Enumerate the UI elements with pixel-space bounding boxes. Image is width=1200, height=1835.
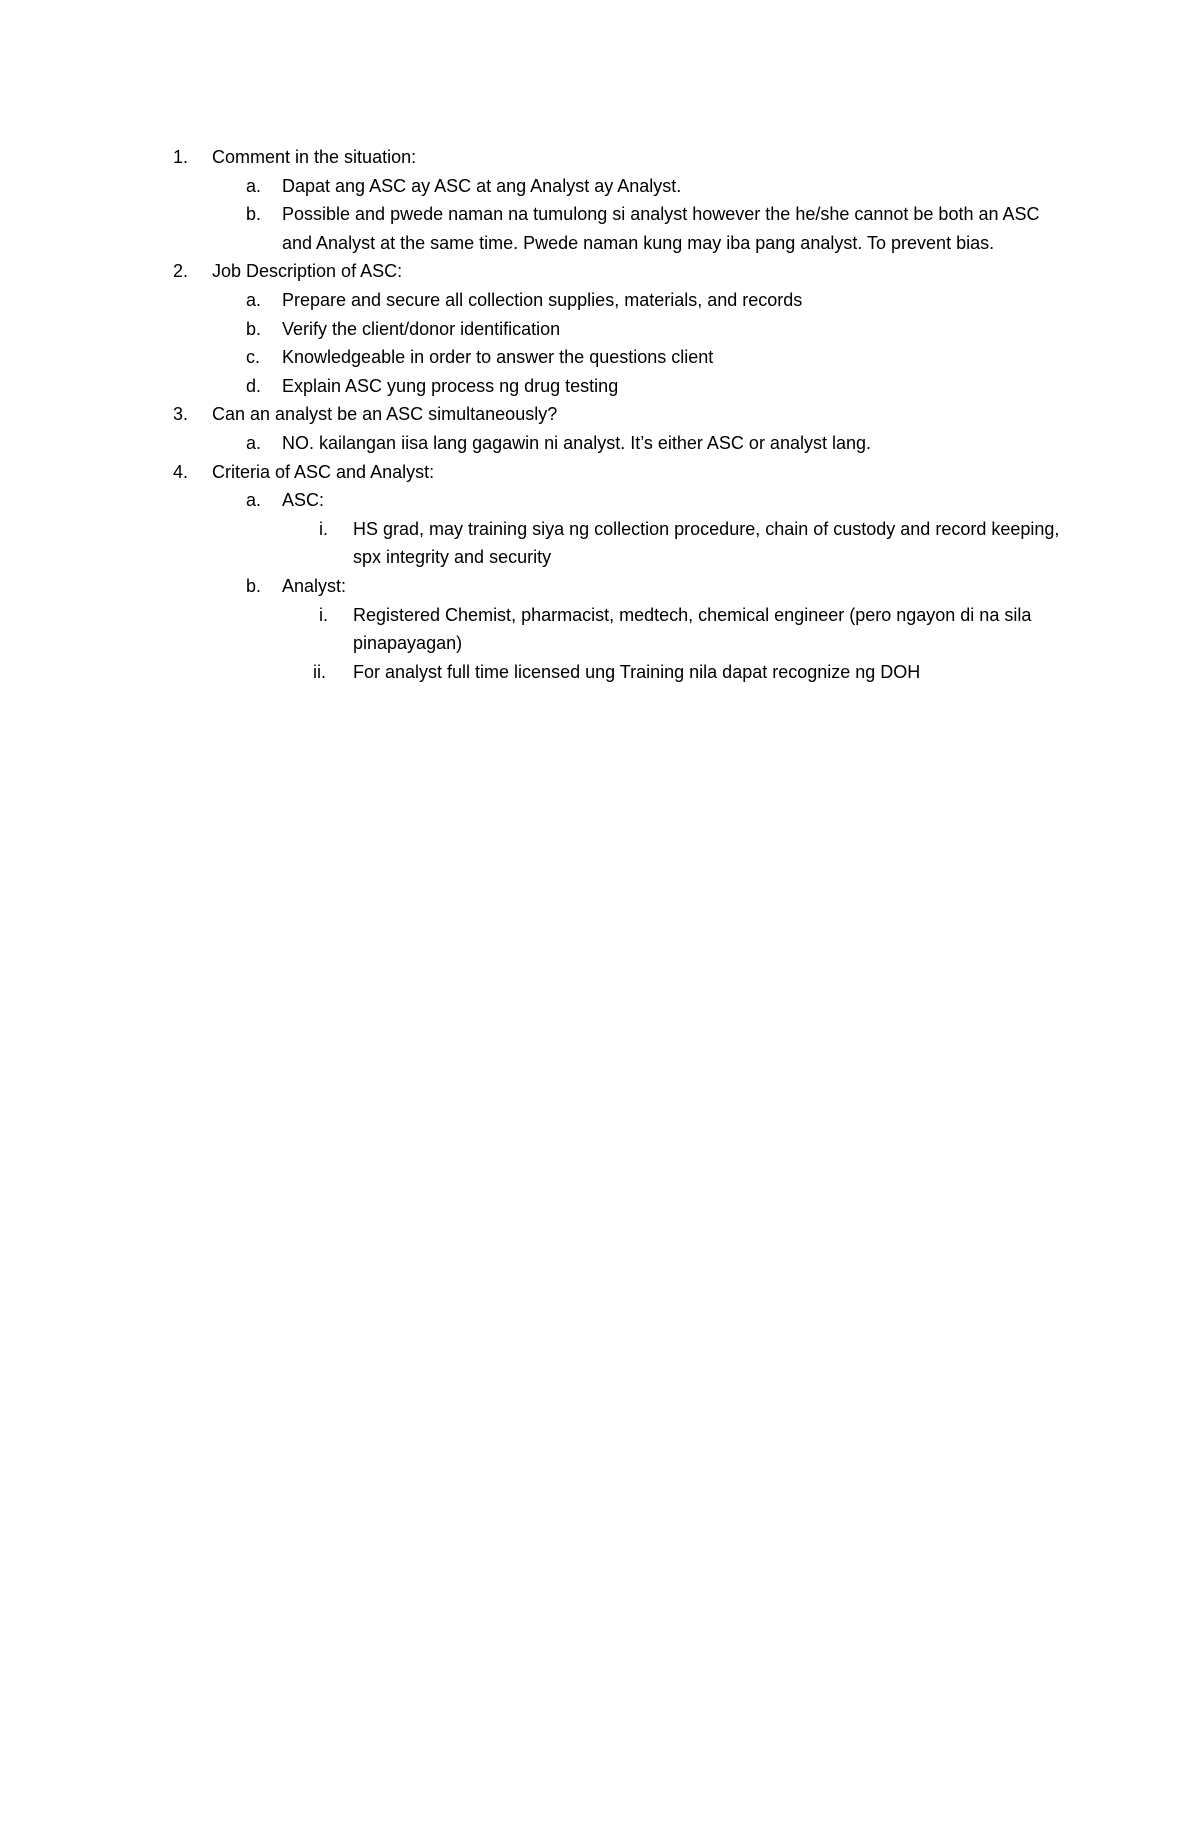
list-number: 1. xyxy=(173,147,189,167)
sub-item-text: ASC: xyxy=(282,490,325,511)
roman-numeral: i. xyxy=(319,604,328,625)
sub-letter: c. xyxy=(246,347,261,368)
list-number: 3. xyxy=(173,404,189,425)
sub-item-text: Dapat ang ASC ay ASC at ang Analyst ay Analyst. xyxy=(282,175,682,196)
sub-letter: a. xyxy=(246,432,262,453)
sub-letter: d. xyxy=(246,375,262,396)
sub-item-2b xyxy=(173,315,1073,344)
sub-letter: b. xyxy=(246,575,262,596)
sub-item-3a xyxy=(173,429,1073,458)
sub-item-text: Analyst: xyxy=(282,575,347,596)
list-item-3 xyxy=(173,400,1073,429)
sub-sub-item-4a-i xyxy=(173,515,1073,572)
sub-letter: a. xyxy=(246,175,262,196)
sub-item-text: Possible and pwede naman na tumulong si analyst however the he/she cannot be both an ASC and Analyst at the same time. Pwede naman kung may iba pang analyst. To prevent bias. xyxy=(282,204,1040,253)
sub-item-1b xyxy=(173,200,1073,257)
list-number: 2. xyxy=(173,261,189,282)
sub-sub-item-text: Registered Chemist, pharmacist, medtech, chemical engineer (pero ngayon di na sila pinapayagan) xyxy=(353,604,1032,654)
sub-item-text: NO. kailangan iisa lang gagawin ni analyst. It’s either ASC or analyst lang. xyxy=(282,432,871,453)
list-item-text: Job Description of ASC: xyxy=(212,261,403,282)
sub-sub-item-4b-ii xyxy=(173,658,1073,687)
sub-item-4b xyxy=(173,572,1073,601)
sub-item-text: Verify the client/donor identification xyxy=(282,318,561,339)
sub-item-2a xyxy=(173,286,1073,315)
sub-item-2c xyxy=(173,343,1073,372)
list-item-2 xyxy=(173,257,1073,286)
list-number: 4. xyxy=(173,461,189,482)
roman-numeral: ii. xyxy=(313,661,326,682)
sub-item-text: Explain ASC yung process ng drug testing xyxy=(282,375,619,396)
sub-letter: b. xyxy=(246,204,262,225)
sub-item-1a xyxy=(173,172,1073,201)
sub-letter: a. xyxy=(246,289,262,310)
list-item-text: Criteria of ASC and Analyst: xyxy=(212,461,435,482)
sub-item-2d xyxy=(173,372,1073,401)
sub-item-4a xyxy=(173,486,1073,515)
sub-letter: b. xyxy=(246,318,262,339)
list-item-text: Can an analyst be an ASC simultaneously? xyxy=(212,404,558,425)
list-item-1 xyxy=(173,143,1073,172)
sub-letter: a. xyxy=(246,490,262,511)
roman-numeral: i. xyxy=(319,518,328,539)
sub-sub-item-text: HS grad, may training siya ng collection procedure, chain of custody and record keeping, spx integrity and security xyxy=(353,518,1060,568)
sub-sub-item-text: For analyst full time licensed ung Training nila dapat recognize ng DOH xyxy=(353,661,921,682)
sub-sub-item-4b-i xyxy=(173,601,1073,658)
list-item-4 xyxy=(173,458,1073,487)
sub-item-text: Prepare and secure all collection supplies, materials, and records xyxy=(282,289,803,310)
numbered-list xyxy=(173,143,1073,686)
sub-item-text: Knowledgeable in order to answer the questions client xyxy=(282,347,714,368)
list-item-text: Comment in the situation: xyxy=(212,147,417,167)
